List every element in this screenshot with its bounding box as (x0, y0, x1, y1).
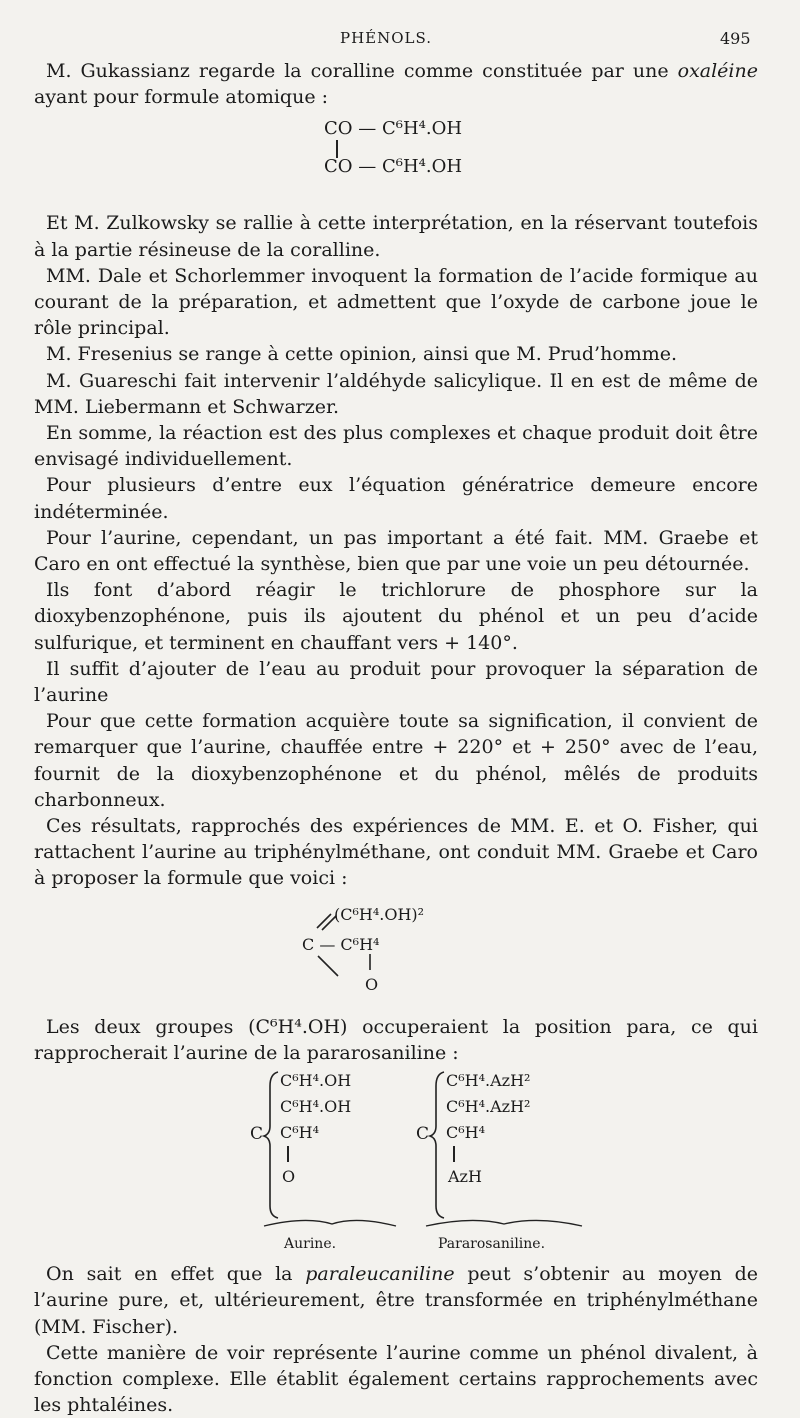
formula-aurine-graebe-caro (34, 892, 758, 1014)
paragraph: M. Fresenius se range à cette opinion, ainsi que M. Prud’homme. (46, 343, 678, 366)
paragraph: M. Guareschi fait intervenir l’aldéhyde salicylique. Il en est de même de MM. Liebermann et Schwarzer. (34, 369, 758, 418)
p1-b: ayant pour formule atomique : (34, 86, 329, 109)
formula-line: C — C⁶H⁴ (302, 934, 380, 954)
p14-before: On sait en effet que la (46, 1263, 306, 1286)
formula-line: (C⁶H⁴.OH)² (334, 904, 425, 924)
formula-comparison (34, 1066, 758, 1261)
paragraph: Les deux groupes (C⁶H⁴.OH) occuperaient la position para, ce qui rapprocherait l’aurine de la pararosaniline : (34, 1015, 758, 1064)
paragraph: Ils font d’abord réagir le trichlorure de phosphore sur la dioxybenzophénone, puis ils ajoutent du phénol et un peu d’acide sulfurique, et terminent en chauffant vers + 140°. (34, 579, 758, 654)
p1-a: M. Gukassianz regarde la coralline comme constituée par une (46, 60, 678, 82)
formula-caption: Pararosaniline. (438, 1236, 546, 1253)
paragraph (34, 1261, 758, 1340)
bond-line (287, 1146, 289, 1162)
page-number: 495 (720, 29, 751, 48)
page-header (0, 26, 800, 50)
formula-oxaleine (324, 110, 758, 210)
paragraph: Pour plusieurs d’entre eux l’équation génératrice demeure encore indéterminée. (34, 474, 758, 523)
formula-line: AzH (448, 1167, 482, 1187)
formula-line: O (282, 1167, 296, 1187)
page-body (34, 58, 758, 1418)
paragraph: Cette manière de voir représente l’aurine comme un phénol divalent, à fonction complexe. Elle établit également certains rapprochements avec les phtaléines. (34, 1341, 758, 1417)
formula-line: C⁶H⁴ (446, 1123, 486, 1143)
carbon-atom: C (416, 1124, 430, 1145)
formula-line: CO — C⁶H⁴.OH (324, 156, 463, 178)
paragraph: Ces résultats, rapprochés des expériences de MM. E. et O. Fisher, qui rattachent l’aurine au triphénylméthane, ont conduit MM. Graebe et Caro à proposer la formule que voici : (34, 815, 758, 890)
bond-line (453, 1146, 455, 1162)
formula-pararosaniline (412, 1066, 612, 1256)
paragraph: MM. Dale et Schorlemmer invoquent la formation de l’acide formique au courant de la préparation, et admettent que l’oxyde de carbone joue le rôle principal. (34, 264, 758, 340)
formula-caption: Aurine. (284, 1236, 337, 1253)
formula-line: O (365, 974, 379, 994)
formula-line: C⁶H⁴.OH (280, 1071, 352, 1091)
paragraph: En somme, la réaction est des plus complexes et chaque produit doit être envisagé individuellement. (34, 422, 758, 471)
paragraph (34, 58, 758, 110)
formula-line: C⁶H⁴ (280, 1123, 320, 1143)
formula-line: CO — C⁶H⁴.OH (324, 118, 463, 140)
running-title: PHÉNOLS. (340, 29, 433, 47)
carbon-atom: C (250, 1124, 264, 1145)
paragraph: Pour l’aurine, cependant, un pas important a été fait. MM. Graebe et Caro en ont effectué la synthèse, bien que par une voie un peu détournée. (34, 526, 758, 576)
paragraph: Et M. Zulkowsky se rallie à cette interprétation, en la réservant toutefois à la partie résineuse de la coralline. (34, 212, 758, 261)
formula-line: C⁶H⁴.AzH² (446, 1097, 531, 1117)
paragraph: Pour que cette formation acquière toute sa signification, il convient de remarquer que l’aurine, chauffée entre + 220° et + 250° avec de l’eau, fournit de la dioxybenzophénone et du phénol, mêlés de produits charbonneux. (34, 710, 758, 811)
formula-line: C⁶H⁴.AzH² (446, 1071, 531, 1091)
p14-italic: paraleucaniline (305, 1263, 455, 1286)
p1-italic: oxaléine (677, 60, 758, 82)
p14-after: peut s’obtenir au moyen de l’aurine pure, et, ultérieurement, être transformée en triphénylméthane (MM. Fischer). (34, 1263, 758, 1338)
formula-line: C⁶H⁴.OH (280, 1097, 352, 1117)
paragraph: Il suffit d’ajouter de l’eau au produit pour provoquer la séparation de l’aurine (34, 657, 758, 707)
